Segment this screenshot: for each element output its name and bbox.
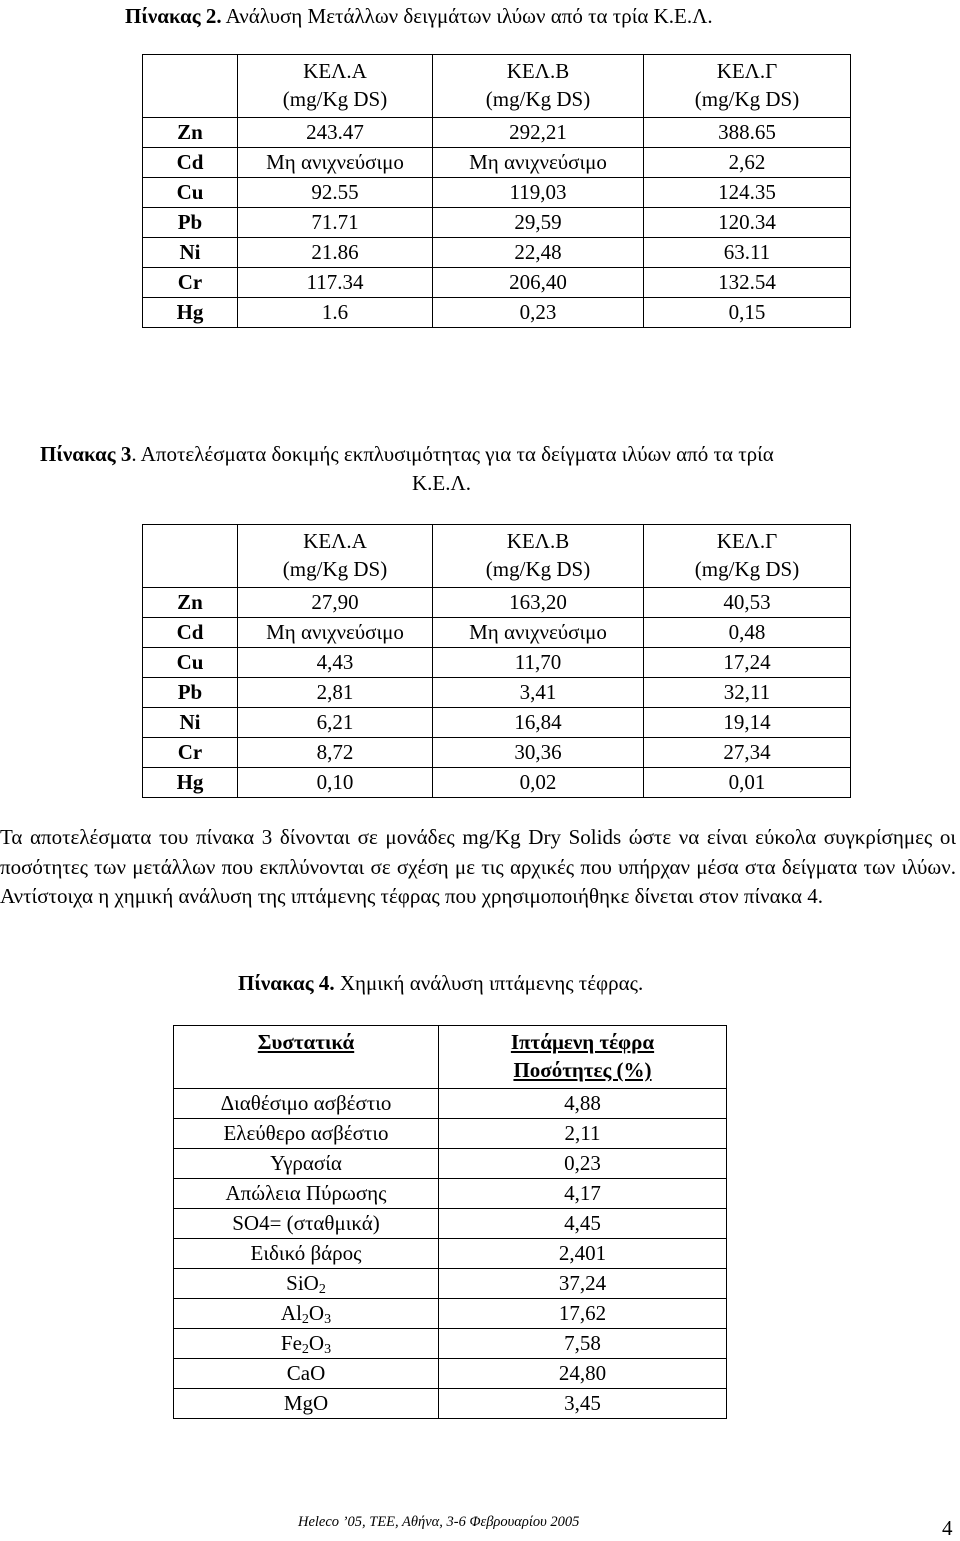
table-row [143, 298, 851, 328]
table2-header-a [238, 55, 433, 118]
value-cell: 4,45 [439, 1209, 727, 1239]
table2-header-a-unit: (mg/Kg DS) [282, 87, 388, 111]
formula-cell [174, 1269, 439, 1299]
value-cell: 19,14 [644, 708, 851, 738]
element-cell: Zn [143, 118, 238, 148]
value-cell: 2,11 [439, 1119, 727, 1149]
component-cell: Απώλεια Πύρωσης [174, 1179, 439, 1209]
page-footer: Heleco ’05, ΤΕΕ, Αθήνα, 3-6 Φεβρουαρίου 2005 [298, 1514, 580, 1530]
element-cell: Pb [143, 678, 238, 708]
table-row [143, 118, 851, 148]
element-cell: Hg [143, 768, 238, 798]
table-row [174, 1389, 727, 1419]
table-row [174, 1119, 727, 1149]
element-cell: Pb [143, 208, 238, 238]
table4-header-components: Συστατικά [174, 1026, 439, 1089]
table-row [174, 1269, 727, 1299]
value-cell: 243.47 [238, 118, 433, 148]
value-cell: 27,90 [238, 588, 433, 618]
value-cell: 30,36 [433, 738, 644, 768]
table4-header-flyash-line1: Ιπτάμενη τέφρα [510, 1030, 655, 1054]
table4-caption [238, 970, 643, 996]
value-cell: 29,59 [433, 208, 644, 238]
table-row [174, 1359, 727, 1389]
value-cell: 120.34 [644, 208, 851, 238]
table2-header-b-name: ΚΕΛ.Β [506, 59, 570, 83]
formula-cell: CaO [174, 1359, 439, 1389]
table-row [143, 648, 851, 678]
value-cell: 0,23 [439, 1149, 727, 1179]
table-row [143, 738, 851, 768]
value-cell: 124.35 [644, 178, 851, 208]
value-cell: 27,34 [644, 738, 851, 768]
table2-header-row [143, 55, 851, 118]
table3-header-a-name: ΚΕΛ.Α [303, 529, 367, 553]
value-cell: 117.34 [238, 268, 433, 298]
value-cell: Μη ανιχνεύσιμο [238, 618, 433, 648]
value-cell: 119,03 [433, 178, 644, 208]
table-row [143, 208, 851, 238]
table-row [143, 678, 851, 708]
table-row [143, 178, 851, 208]
value-cell: 0,48 [644, 618, 851, 648]
value-cell: 40,53 [644, 588, 851, 618]
component-cell: Υγρασία [174, 1149, 439, 1179]
value-cell: Μη ανιχνεύσιμο [433, 148, 644, 178]
table3 [142, 524, 851, 798]
value-cell: 24,80 [439, 1359, 727, 1389]
table3-caption-line2: Κ.Ε.Λ. [412, 471, 471, 495]
value-cell: 16,84 [433, 708, 644, 738]
formula-cell: MgO [174, 1389, 439, 1419]
table-row [174, 1239, 727, 1269]
formula-part: O [308, 1301, 325, 1325]
value-cell: 3,45 [439, 1389, 727, 1419]
component-cell: SO4= (σταθμικά) [174, 1209, 439, 1239]
table4-header-flyash-line2: Ποσότητες (%) [513, 1058, 652, 1082]
table4 [173, 1025, 727, 1419]
element-cell: Hg [143, 298, 238, 328]
component-cell: Ελεύθερο ασβέστιο [174, 1119, 439, 1149]
element-cell: Cr [143, 738, 238, 768]
value-cell: 2,401 [439, 1239, 727, 1269]
table-row [174, 1209, 727, 1239]
table-row [143, 268, 851, 298]
table3-header-b-name: ΚΕΛ.Β [506, 529, 570, 553]
table2-caption [125, 3, 713, 29]
table3-header-c-unit: (mg/Kg DS) [694, 557, 800, 581]
element-cell: Ni [143, 708, 238, 738]
element-cell: Zn [143, 588, 238, 618]
value-cell: 0,01 [644, 768, 851, 798]
component-cell: Διαθέσιμο ασβέστιο [174, 1089, 439, 1119]
element-cell: Cu [143, 648, 238, 678]
element-cell: Cu [143, 178, 238, 208]
formula-part: SiO [286, 1271, 319, 1295]
value-cell: 132.54 [644, 268, 851, 298]
table3-header-c [644, 525, 851, 588]
table3-header-a-unit: (mg/Kg DS) [282, 557, 388, 581]
formula-subscript: 2 [301, 1342, 309, 1357]
value-cell: 0,23 [433, 298, 644, 328]
formula-cell [174, 1329, 439, 1359]
value-cell: Μη ανιχνεύσιμο [238, 148, 433, 178]
formula-subscript: 2 [301, 1312, 309, 1327]
table2-header-a-name: ΚΕΛ.Α [303, 59, 367, 83]
table-row [143, 708, 851, 738]
table2-header-c [644, 55, 851, 118]
table2-caption-label: Πίνακας 2. [125, 4, 222, 28]
table-row [174, 1329, 727, 1359]
table-row [174, 1299, 727, 1329]
table2-header-empty [143, 55, 238, 118]
table-row [143, 588, 851, 618]
value-cell: 3,41 [433, 678, 644, 708]
value-cell: 388.65 [644, 118, 851, 148]
table3-header-c-name: ΚΕΛ.Γ [716, 529, 778, 553]
table-row [143, 618, 851, 648]
table3-caption-label: Πίνακας 3 [40, 442, 132, 466]
formula-cell [174, 1299, 439, 1329]
value-cell: 4,17 [439, 1179, 727, 1209]
value-cell: 0,15 [644, 298, 851, 328]
value-cell: 92.55 [238, 178, 433, 208]
value-cell: 4,43 [238, 648, 433, 678]
table3-header-b-unit: (mg/Kg DS) [485, 557, 591, 581]
table2-header-c-name: ΚΕΛ.Γ [716, 59, 778, 83]
table-row [143, 238, 851, 268]
table-row [174, 1179, 727, 1209]
value-cell: 6,21 [238, 708, 433, 738]
element-cell: Cd [143, 618, 238, 648]
formula-subscript: 3 [324, 1342, 332, 1357]
value-cell: 37,24 [439, 1269, 727, 1299]
table2-header-b-unit: (mg/Kg DS) [485, 87, 591, 111]
table2-caption-text: Ανάλυση Μετάλλων δειγμάτων ιλύων από τα τρία Κ.Ε.Λ. [221, 4, 713, 28]
table2-header-c-unit: (mg/Kg DS) [694, 87, 800, 111]
table4-caption-label: Πίνακας 4. [238, 971, 335, 995]
element-cell: Cd [143, 148, 238, 178]
value-cell: Μη ανιχνεύσιμο [433, 618, 644, 648]
value-cell: 17,62 [439, 1299, 727, 1329]
table3-header-row [143, 525, 851, 588]
value-cell: 7,58 [439, 1329, 727, 1359]
value-cell: 22,48 [433, 238, 644, 268]
table2-header-b [433, 55, 644, 118]
table-row [174, 1089, 727, 1119]
table3-caption-text: . Αποτελέσματα δοκιμής εκπλυσιμότητας για τα δείγματα ιλύων από τα τρία [131, 442, 774, 466]
table-row [143, 768, 851, 798]
table3-header-empty [143, 525, 238, 588]
table-row [143, 148, 851, 178]
formula-part: O [308, 1331, 325, 1355]
table4-caption-text: Χημική ανάλυση ιπτάμενης τέφρας. [334, 971, 644, 995]
value-cell: 63.11 [644, 238, 851, 268]
table4-header-flyash [439, 1026, 727, 1089]
formula-part: Fe [280, 1331, 302, 1355]
value-cell: 71.71 [238, 208, 433, 238]
value-cell: 4,88 [439, 1089, 727, 1119]
value-cell: 0,02 [433, 768, 644, 798]
body-paragraph: Τα αποτελέσματα του πίνακα 3 δίνονται σε μονάδες mg/Kg Dry Solids ώστε να είναι εύκολα συγκρίσημες οι ποσότητες των μετάλλων που εκπλύνονται σε σχέση με τις αρχικές που υπήρχαν μέσα στα δείγματα των ιλύων. Αντίστοιχα η χημική ανάλυση της ιπτάμενης τέφρας που χρησιμοποιήθηκε δίνεται στον πίνακα 4. [0, 825, 956, 908]
formula-part: Al [280, 1301, 302, 1325]
value-cell: 2,62 [644, 148, 851, 178]
value-cell: 292,21 [433, 118, 644, 148]
value-cell: 21.86 [238, 238, 433, 268]
value-cell: 32,11 [644, 678, 851, 708]
table3-header-a [238, 525, 433, 588]
value-cell: 8,72 [238, 738, 433, 768]
table3-caption [40, 441, 774, 467]
value-cell: 206,40 [433, 268, 644, 298]
value-cell: 163,20 [433, 588, 644, 618]
table4-header-row [174, 1026, 727, 1089]
value-cell: 17,24 [644, 648, 851, 678]
table2 [142, 54, 851, 328]
value-cell: 0,10 [238, 768, 433, 798]
value-cell: 11,70 [433, 648, 644, 678]
element-cell: Ni [143, 238, 238, 268]
formula-subscript: 3 [324, 1312, 332, 1327]
value-cell: 2,81 [238, 678, 433, 708]
table3-header-b [433, 525, 644, 588]
table-row [174, 1149, 727, 1179]
page-number: 4 [942, 1516, 953, 1540]
component-cell: Ειδικό βάρος [174, 1239, 439, 1269]
element-cell: Cr [143, 268, 238, 298]
value-cell: 1.6 [238, 298, 433, 328]
formula-subscript: 2 [318, 1282, 326, 1297]
